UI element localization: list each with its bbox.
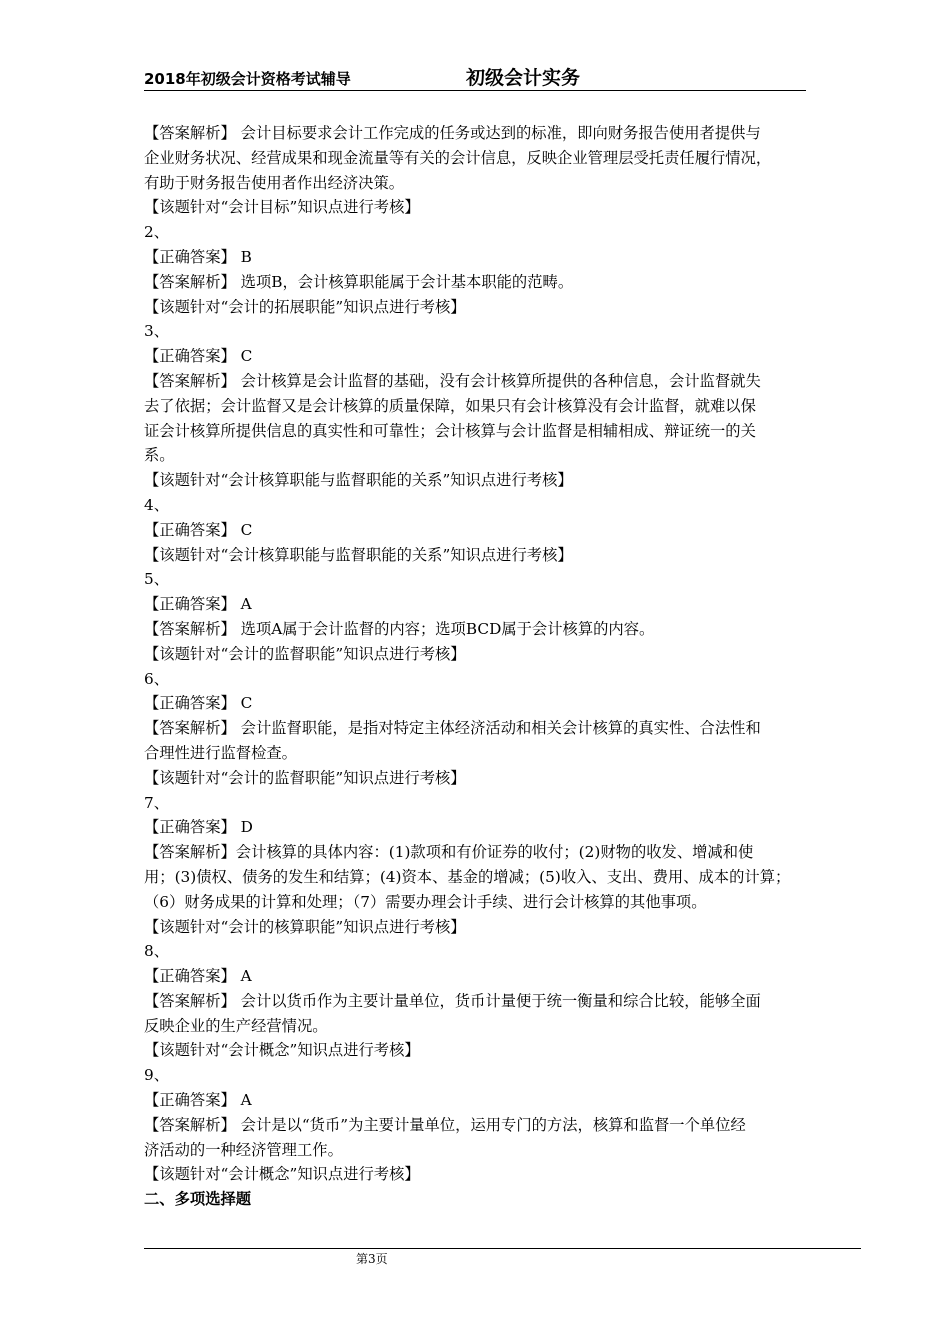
text-line: 【正确答案】 D [144, 818, 253, 837]
text-line: 用；(3)债权、债务的发生和结算；(4)资本、基金的增减；(5)收入、支出、费用、成本的计算； [144, 867, 791, 886]
text-line: 【正确答案】 A [144, 595, 252, 614]
text-line: 合理性进行监督检查。 [144, 743, 297, 762]
text-line: 【正确答案】 A [144, 967, 252, 986]
text-line: 有助于财务报告使用者作出经济决策。 [144, 173, 405, 192]
question-number: 9、 [144, 1066, 170, 1085]
header-course-title: 2018年初级会计资格考试辅导 [144, 70, 351, 88]
question-number: 7、 [144, 793, 170, 812]
text-line: 【答案解析】 会计是以“货币”为主要计量单位，运用专门的方法，核算和监督一个单位经 [144, 1115, 746, 1134]
text-line: 【该题针对“会计概念”知识点进行考核】 [144, 1165, 420, 1184]
text-line: 【该题针对“会计目标”知识点进行考核】 [144, 198, 420, 217]
text-line: 【答案解析】会计核算的具体内容：(1)款项和有价证券的收付；(2)财物的收发、增减和使 [144, 843, 754, 862]
text-line: 【正确答案】 A [144, 1091, 252, 1110]
answer-content [144, 121, 810, 1212]
text-line: 系。 [144, 446, 175, 465]
header-subject-title: 初级会计实务 [466, 67, 581, 89]
text-line: 【答案解析】 选项A属于会计监督的内容；选项BCD属于会计核算的内容。 [144, 619, 655, 638]
text-line: 【答案解析】 会计核算是会计监督的基础，没有会计核算所提供的各种信息，会计监督就失 [144, 371, 761, 390]
page-number: 第3页 [356, 1252, 388, 1266]
text-line: 【答案解析】 会计目标要求会计工作完成的任务或达到的标准，即向财务报告使用者提供与 [144, 124, 761, 142]
text-line: 【答案解析】 会计监督职能，是指对特定主体经济活动和相关会计核算的真实性、合法性和 [144, 719, 761, 738]
question-number: 5、 [144, 570, 170, 589]
text-line: 【该题针对“会计核算职能与监督职能的关系”知识点进行考核】 [144, 545, 573, 564]
text-line: 反映企业的生产经营情况。 [144, 1016, 328, 1035]
page-header [144, 62, 806, 91]
text-line: 【答案解析】 会计以货币作为主要计量单位，货币计量便于统一衡量和综合比较，能够全面 [144, 991, 761, 1010]
question-number: 3、 [144, 322, 170, 341]
text-line: 企业财务状况、经营成果和现金流量等有关的会计信息，反映企业管理层受托责任履行情况， [144, 148, 772, 167]
text-line: 【正确答案】 C [144, 520, 253, 539]
text-line: 【该题针对“会计的核算职能”知识点进行考核】 [144, 917, 466, 936]
text-line: 【正确答案】 B [144, 247, 252, 266]
question-number: 8、 [144, 942, 170, 961]
question-number: 4、 [144, 495, 170, 514]
question-number: 2、 [144, 223, 170, 242]
text-line: 【该题针对“会计的监督职能”知识点进行考核】 [144, 644, 466, 663]
text-line: 【该题针对“会计核算职能与监督职能的关系”知识点进行考核】 [144, 471, 573, 490]
text-line: （6）财务成果的计算和处理；（7）需要办理会计手续、进行会计核算的其他事项。 [144, 892, 707, 911]
question-number: 6、 [144, 669, 170, 688]
text-line: 证会计核算所提供信息的真实性和可靠性；会计核算与会计监督是相辅相成、辩证统一的关 [144, 421, 756, 440]
text-line: 【正确答案】 C [144, 694, 253, 713]
text-line: 【正确答案】 C [144, 347, 253, 366]
section-title: 二、多项选择题 [144, 1190, 252, 1209]
text-line: 【答案解析】 选项B，会计核算职能属于会计基本职能的范畴。 [144, 272, 574, 291]
text-line: 【该题针对“会计的拓展职能”知识点进行考核】 [144, 297, 466, 316]
text-line: 【该题针对“会计概念”知识点进行考核】 [144, 1041, 420, 1060]
footer-rule [144, 1248, 861, 1249]
text-line: 去了依据；会计监督又是会计核算的质量保障，如果只有会计核算没有会计监督，就难以保 [144, 396, 756, 415]
text-line: 【该题针对“会计的监督职能”知识点进行考核】 [144, 768, 466, 787]
text-line: 济活动的一种经济管理工作。 [144, 1140, 343, 1159]
